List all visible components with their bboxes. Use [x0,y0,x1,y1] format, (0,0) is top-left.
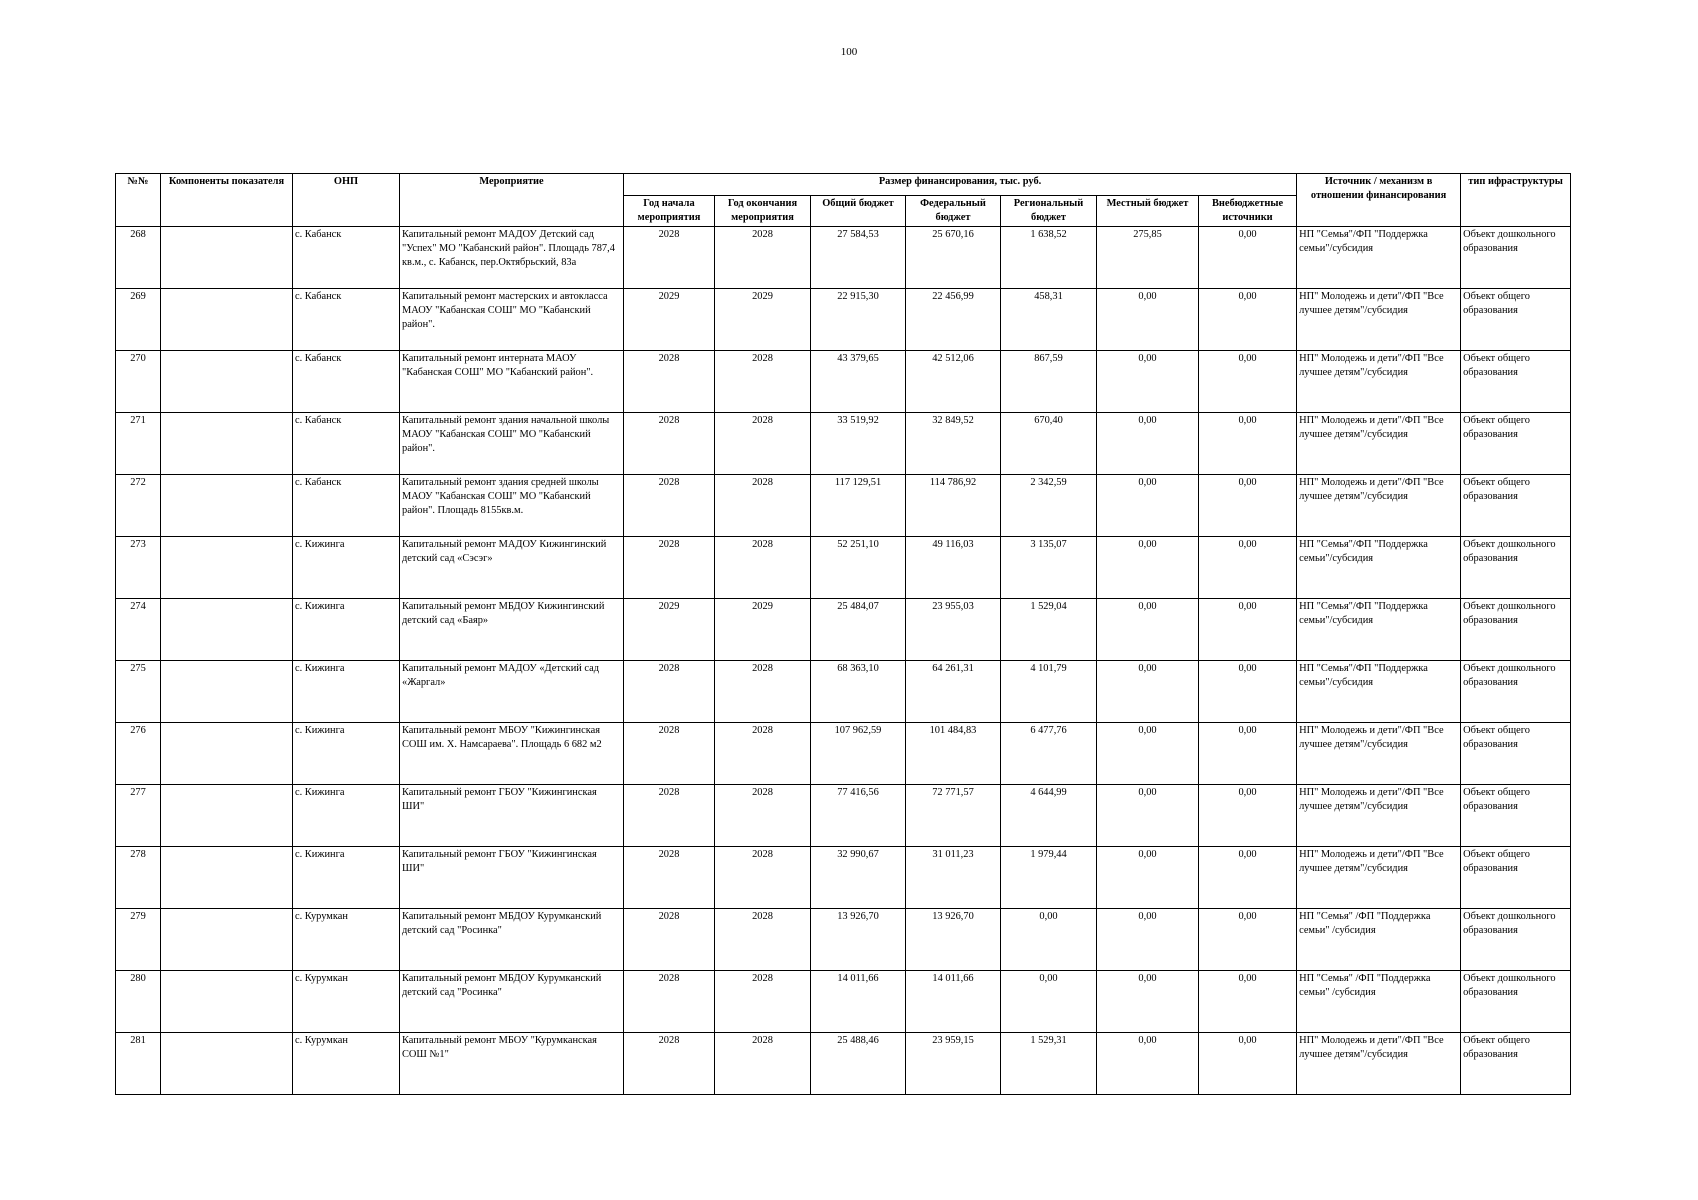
cell-regional: 867,59 [1001,351,1097,413]
cell-extra: 0,00 [1199,351,1297,413]
cell-year-end: 2028 [715,723,811,785]
cell-year-end: 2028 [715,413,811,475]
table-row [116,227,1571,289]
cell-num: 275 [116,661,161,723]
cell-num: 280 [116,971,161,1033]
cell-total: 107 962,59 [811,723,906,785]
cell-component [161,475,293,537]
cell-regional: 1 529,04 [1001,599,1097,661]
table-row [116,723,1571,785]
cell-federal: 14 011,66 [906,971,1001,1033]
cell-regional: 670,40 [1001,413,1097,475]
header-year-end: Год окончания мероприятия [715,196,811,227]
table-row [116,351,1571,413]
cell-total: 27 584,53 [811,227,906,289]
cell-total: 22 915,30 [811,289,906,351]
cell-component [161,413,293,475]
cell-extra: 0,00 [1199,723,1297,785]
cell-federal: 13 926,70 [906,909,1001,971]
cell-local: 0,00 [1097,1033,1199,1095]
cell-num: 281 [116,1033,161,1095]
cell-onp: с. Кижинга [293,847,400,909]
table-row [116,475,1571,537]
cell-extra: 0,00 [1199,909,1297,971]
cell-num: 277 [116,785,161,847]
cell-onp: с. Кабанск [293,475,400,537]
cell-component [161,909,293,971]
cell-event: Капитальный ремонт МАДОУ «Детский сад «Жаргал» [400,661,624,723]
cell-regional: 1 529,31 [1001,1033,1097,1095]
cell-year-end: 2028 [715,227,811,289]
cell-regional: 0,00 [1001,971,1097,1033]
cell-onp: с. Курумкан [293,909,400,971]
cell-source: НП "Семья"/ФП "Поддержка семьи"/субсидия [1297,599,1461,661]
cell-num: 268 [116,227,161,289]
cell-regional: 1 979,44 [1001,847,1097,909]
cell-total: 14 011,66 [811,971,906,1033]
cell-federal: 23 959,15 [906,1033,1001,1095]
cell-event: Капитальный ремонт МБДОУ Курумканский детский сад "Росинка" [400,971,624,1033]
cell-total: 117 129,51 [811,475,906,537]
cell-local: 0,00 [1097,599,1199,661]
cell-component [161,971,293,1033]
cell-regional: 0,00 [1001,909,1097,971]
table-row [116,661,1571,723]
cell-onp: с. Кабанск [293,351,400,413]
cell-event: Капитальный ремонт МАДОУ Кижингинский детский сад «Сэсэг» [400,537,624,599]
header-event: Мероприятие [400,174,624,227]
cell-component [161,661,293,723]
cell-infra: Объект общего образования [1461,723,1571,785]
cell-source: НП" Молодежь и дети"/ФП "Все лучшее детям"/субсидия [1297,413,1461,475]
table-header [116,174,1571,227]
cell-source: НП "Семья"/ФП "Поддержка семьи"/субсидия [1297,227,1461,289]
cell-infra: Объект общего образования [1461,351,1571,413]
cell-num: 272 [116,475,161,537]
cell-federal: 32 849,52 [906,413,1001,475]
cell-total: 68 363,10 [811,661,906,723]
cell-year-end: 2029 [715,599,811,661]
cell-year-start: 2028 [624,1033,715,1095]
cell-onp: с. Кижинга [293,599,400,661]
cell-extra: 0,00 [1199,785,1297,847]
cell-infra: Объект общего образования [1461,413,1571,475]
cell-regional: 3 135,07 [1001,537,1097,599]
table-row [116,909,1571,971]
cell-local: 0,00 [1097,537,1199,599]
header-year-start: Год начала мероприятия [624,196,715,227]
cell-extra: 0,00 [1199,661,1297,723]
header-source: Источник / механизм в отношении финансирования [1297,174,1461,227]
header-local: Местный бюджет [1097,196,1199,227]
cell-year-start: 2028 [624,909,715,971]
cell-extra: 0,00 [1199,227,1297,289]
cell-local: 0,00 [1097,909,1199,971]
cell-component [161,723,293,785]
cell-year-start: 2028 [624,351,715,413]
cell-year-start: 2028 [624,847,715,909]
cell-local: 0,00 [1097,785,1199,847]
cell-infra: Объект общего образования [1461,847,1571,909]
header-infra: тип ифраструктуры [1461,174,1571,227]
cell-federal: 64 261,31 [906,661,1001,723]
cell-num: 276 [116,723,161,785]
table-row [116,785,1571,847]
cell-source: НП" Молодежь и дети"/ФП "Все лучшее детям"/субсидия [1297,785,1461,847]
cell-year-start: 2029 [624,599,715,661]
cell-total: 25 484,07 [811,599,906,661]
cell-year-start: 2028 [624,413,715,475]
cell-year-end: 2028 [715,785,811,847]
header-financing: Размер финансирования, тыс. руб. [624,174,1297,196]
cell-year-end: 2028 [715,537,811,599]
cell-year-start: 2028 [624,661,715,723]
cell-infra: Объект дошкольного образования [1461,909,1571,971]
cell-federal: 72 771,57 [906,785,1001,847]
cell-infra: Объект общего образования [1461,785,1571,847]
cell-event: Капитальный ремонт здания начальной школы МАОУ "Кабанская СОШ" МО "Кабанский район". [400,413,624,475]
cell-num: 273 [116,537,161,599]
cell-event: Капитальный ремонт МБДОУ Кижингинский детский сад «Баяр» [400,599,624,661]
table-row [116,599,1571,661]
cell-component [161,785,293,847]
cell-source: НП "Семья"/ФП "Поддержка семьи"/субсидия [1297,537,1461,599]
cell-local: 0,00 [1097,413,1199,475]
cell-year-start: 2028 [624,971,715,1033]
cell-total: 33 519,92 [811,413,906,475]
table-row [116,971,1571,1033]
cell-source: НП" Молодежь и дети"/ФП "Все лучшее детям"/субсидия [1297,723,1461,785]
cell-year-end: 2028 [715,847,811,909]
cell-extra: 0,00 [1199,413,1297,475]
cell-total: 32 990,67 [811,847,906,909]
cell-source: НП "Семья" /ФП "Поддержка семьи" /субсидия [1297,909,1461,971]
cell-event: Капитальный ремонт здания средней школы МАОУ "Кабанская СОШ" МО "Кабанский район". Площадь 8155кв.м. [400,475,624,537]
cell-local: 275,85 [1097,227,1199,289]
cell-year-end: 2028 [715,1033,811,1095]
table-row [116,289,1571,351]
cell-num: 274 [116,599,161,661]
cell-infra: Объект дошкольного образования [1461,661,1571,723]
cell-regional: 4 101,79 [1001,661,1097,723]
cell-year-start: 2028 [624,723,715,785]
cell-year-end: 2028 [715,661,811,723]
cell-regional: 6 477,76 [1001,723,1097,785]
cell-extra: 0,00 [1199,475,1297,537]
cell-num: 278 [116,847,161,909]
cell-local: 0,00 [1097,289,1199,351]
cell-event: Капитальный ремонт МБДОУ Курумканский детский сад "Росинка" [400,909,624,971]
cell-onp: с. Кижинга [293,785,400,847]
cell-year-end: 2028 [715,909,811,971]
cell-federal: 23 955,03 [906,599,1001,661]
cell-event: Капитальный ремонт ГБОУ "Кижингинская ШИ" [400,785,624,847]
header-total: Общий бюджет [811,196,906,227]
cell-source: НП" Молодежь и дети"/ФП "Все лучшее детям"/субсидия [1297,847,1461,909]
cell-infra: Объект дошкольного образования [1461,971,1571,1033]
cell-component [161,599,293,661]
cell-local: 0,00 [1097,847,1199,909]
cell-federal: 25 670,16 [906,227,1001,289]
cell-extra: 0,00 [1199,1033,1297,1095]
cell-year-end: 2028 [715,475,811,537]
cell-year-end: 2028 [715,351,811,413]
cell-federal: 101 484,83 [906,723,1001,785]
table-row [116,1033,1571,1095]
cell-total: 43 379,65 [811,351,906,413]
table-row [116,847,1571,909]
cell-year-start: 2028 [624,227,715,289]
cell-regional: 458,31 [1001,289,1097,351]
cell-extra: 0,00 [1199,289,1297,351]
cell-infra: Объект общего образования [1461,1033,1571,1095]
cell-component [161,289,293,351]
cell-source: НП" Молодежь и дети"/ФП "Все лучшее детям"/субсидия [1297,475,1461,537]
cell-event: Капитальный ремонт ГБОУ "Кижингинская ШИ" [400,847,624,909]
cell-source: НП" Молодежь и дети"/ФП "Все лучшее детям"/субсидия [1297,1033,1461,1095]
table-row [116,413,1571,475]
cell-num: 279 [116,909,161,971]
cell-year-end: 2029 [715,289,811,351]
cell-component [161,1033,293,1095]
page-number: 100 [840,46,858,58]
cell-year-start: 2028 [624,475,715,537]
cell-regional: 2 342,59 [1001,475,1097,537]
cell-event: Капитальный ремонт мастерских и автокласса МАОУ "Кабанская СОШ" МО "Кабанский район". [400,289,624,351]
cell-onp: с. Кижинга [293,537,400,599]
cell-total: 52 251,10 [811,537,906,599]
cell-local: 0,00 [1097,723,1199,785]
header-extra: Внебюджетные источники [1199,196,1297,227]
cell-federal: 114 786,92 [906,475,1001,537]
cell-extra: 0,00 [1199,847,1297,909]
cell-regional: 1 638,52 [1001,227,1097,289]
cell-num: 269 [116,289,161,351]
header-component: Компоненты показателя [161,174,293,227]
table-body [116,227,1571,1095]
cell-event: Капитальный ремонт интерната МАОУ "Кабанская СОШ" МО "Кабанский район". [400,351,624,413]
cell-source: НП" Молодежь и дети"/ФП "Все лучшее детям"/субсидия [1297,289,1461,351]
cell-component [161,847,293,909]
cell-event: Капитальный ремонт МБОУ "Курумканская СОШ №1" [400,1033,624,1095]
cell-extra: 0,00 [1199,537,1297,599]
cell-infra: Объект дошкольного образования [1461,537,1571,599]
cell-onp: с. Курумкан [293,1033,400,1095]
cell-event: Капитальный ремонт МБОУ "Кижингинская СОШ им. Х. Намсараева". Площадь 6 682 м2 [400,723,624,785]
cell-year-end: 2028 [715,971,811,1033]
cell-event: Капитальный ремонт МАДОУ Детский сад "Успех" МО "Кабанский район". Площадь 787,4 кв.м., с. Кабанск, пер.Октябрьский, 83а [400,227,624,289]
cell-onp: с. Кабанск [293,413,400,475]
cell-infra: Объект общего образования [1461,475,1571,537]
cell-source: НП "Семья" /ФП "Поддержка семьи" /субсидия [1297,971,1461,1033]
cell-onp: с. Кижинга [293,661,400,723]
cell-total: 25 488,46 [811,1033,906,1095]
cell-federal: 42 512,06 [906,351,1001,413]
cell-local: 0,00 [1097,971,1199,1033]
cell-year-start: 2028 [624,785,715,847]
cell-total: 13 926,70 [811,909,906,971]
cell-onp: с. Курумкан [293,971,400,1033]
cell-year-start: 2029 [624,289,715,351]
cell-regional: 4 644,99 [1001,785,1097,847]
cell-source: НП" Молодежь и дети"/ФП "Все лучшее детям"/субсидия [1297,351,1461,413]
cell-infra: Объект дошкольного образования [1461,599,1571,661]
cell-onp: с. Кижинга [293,723,400,785]
cell-infra: Объект дошкольного образования [1461,227,1571,289]
cell-extra: 0,00 [1199,971,1297,1033]
cell-onp: с. Кабанск [293,227,400,289]
header-federal: Федеральный бюджет [906,196,1001,227]
cell-component [161,537,293,599]
cell-total: 77 416,56 [811,785,906,847]
cell-source: НП "Семья"/ФП "Поддержка семьи"/субсидия [1297,661,1461,723]
cell-federal: 22 456,99 [906,289,1001,351]
cell-local: 0,00 [1097,661,1199,723]
financing-table [115,173,1571,1095]
cell-onp: с. Кабанск [293,289,400,351]
cell-num: 270 [116,351,161,413]
header-regional: Региональный бюджет [1001,196,1097,227]
cell-federal: 31 011,23 [906,847,1001,909]
cell-infra: Объект общего образования [1461,289,1571,351]
header-num: №№ [116,174,161,227]
cell-component [161,351,293,413]
cell-component [161,227,293,289]
cell-year-start: 2028 [624,537,715,599]
cell-num: 271 [116,413,161,475]
table-row [116,537,1571,599]
header-onp: ОНП [293,174,400,227]
cell-local: 0,00 [1097,475,1199,537]
cell-federal: 49 116,03 [906,537,1001,599]
cell-extra: 0,00 [1199,599,1297,661]
cell-local: 0,00 [1097,351,1199,413]
